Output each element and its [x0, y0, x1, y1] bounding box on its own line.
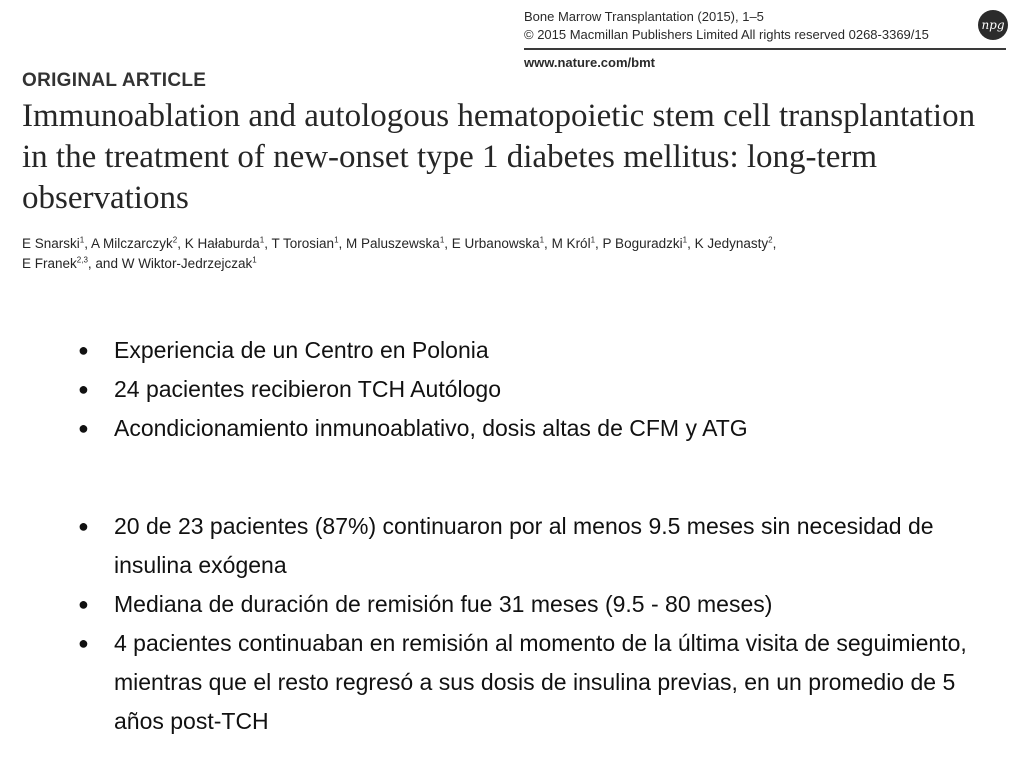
author-name: K Jedynasty	[694, 236, 769, 251]
author-name: E Franek	[22, 256, 77, 271]
article-type-label: ORIGINAL ARTICLE	[22, 70, 207, 91]
author-name: and W Wiktor-Jedrzejczak	[95, 256, 253, 271]
bullet-text: 4 pacientes continuaban en remisión al momento de la última visita de seguimiento, mientras que el resto regresó a sus dosis de insulina previas, en un promedio de 5 años post-TCH	[114, 630, 967, 734]
bullet-dot-icon: ●	[78, 594, 89, 614]
author-affiliation: 2	[768, 235, 773, 245]
bullet-text: Mediana de duración de remisión fue 31 meses (9.5 - 80 meses)	[114, 591, 773, 617]
author-name: T Torosian	[271, 236, 335, 251]
journal-citation: Bone Marrow Transplantation (2015), 1–5	[524, 9, 764, 24]
bullet-item	[76, 585, 996, 624]
author-affiliation: 1	[590, 235, 596, 245]
author-name: P Boguradzki	[602, 236, 683, 251]
author-affiliation: 2,3	[76, 255, 88, 265]
author	[95, 256, 256, 271]
bullet-dot-icon: ●	[78, 340, 89, 360]
author	[185, 236, 265, 251]
author-name: M Paluszewska	[346, 236, 440, 251]
bullet-dot-icon: ●	[78, 418, 89, 438]
bullet-item	[76, 507, 996, 585]
summary-list-1	[76, 331, 996, 448]
author	[22, 256, 88, 271]
journal-copyright: © 2015 Macmillan Publishers Limited All rights reserved 0268-3369/15	[524, 27, 929, 42]
author	[346, 236, 444, 251]
author-name: M Król	[551, 236, 591, 251]
author-affiliation: 1	[259, 235, 265, 245]
header-divider	[524, 48, 1006, 50]
bullet-dot-icon: ●	[78, 516, 89, 536]
author-affiliation: 1	[252, 255, 257, 265]
author-affiliation: 1	[539, 235, 545, 245]
author-affiliation: 1	[682, 235, 688, 245]
author-name: A Milczarczyk	[91, 236, 173, 251]
author-affiliation: 1	[439, 235, 445, 245]
bullet-item	[76, 331, 996, 370]
author	[552, 236, 595, 251]
bullet-text: Experiencia de un Centro en Polonia	[114, 337, 489, 363]
author-name: E Urbanowska	[451, 236, 540, 251]
author-line-1: E Snarski$^1$, A Milczarczyk$^2$, K Hałaburda$^1$, T Torosian$^1$, M Paluszewska$^1$, E Urbanowska$^1$, M Król$^1$, P Boguradzki$^1$, K Jedynasty$^2$,	[22, 235, 777, 251]
author-affiliation: 1	[79, 235, 85, 245]
author	[603, 236, 688, 251]
author	[22, 236, 84, 251]
article-title: Immunoablation and autologous hematopoietic stem cell transplantation in the treatment of new-onset type 1 diabetes mellitus: long-term observations	[22, 98, 976, 216]
journal-header	[524, 8, 1008, 71]
author	[452, 236, 544, 251]
bullet-item	[76, 370, 996, 409]
bullet-dot-icon: ●	[78, 633, 89, 653]
bullet-item	[76, 409, 996, 448]
author-list	[22, 234, 922, 274]
author-name: K Hałaburda	[184, 236, 260, 251]
journal-url: www.nature.com/bmt	[524, 55, 655, 70]
author-line-2: E Franek$^{2,3}$, and W Wiktor-Jedrzejczak$^1$	[22, 255, 257, 271]
author-name: E Snarski	[22, 236, 80, 251]
npg-logo: npg	[978, 10, 1008, 40]
bullet-text: Acondicionamiento inmunoablativo, dosis altas de CFM y ATG	[114, 415, 748, 441]
author	[91, 236, 177, 251]
bullet-item	[76, 624, 996, 741]
author	[695, 236, 773, 251]
author	[272, 236, 339, 251]
bullet-text: 24 pacientes recibieron TCH Autólogo	[114, 376, 501, 402]
bullet-text: 20 de 23 pacientes (87%) continuaron por al menos 9.5 meses sin necesidad de insulina exógena	[114, 513, 934, 578]
summary-list-2	[76, 507, 996, 741]
bullet-dot-icon: ●	[78, 379, 89, 399]
author-affiliation: 2	[172, 235, 178, 245]
author-affiliation: 1	[334, 235, 339, 245]
